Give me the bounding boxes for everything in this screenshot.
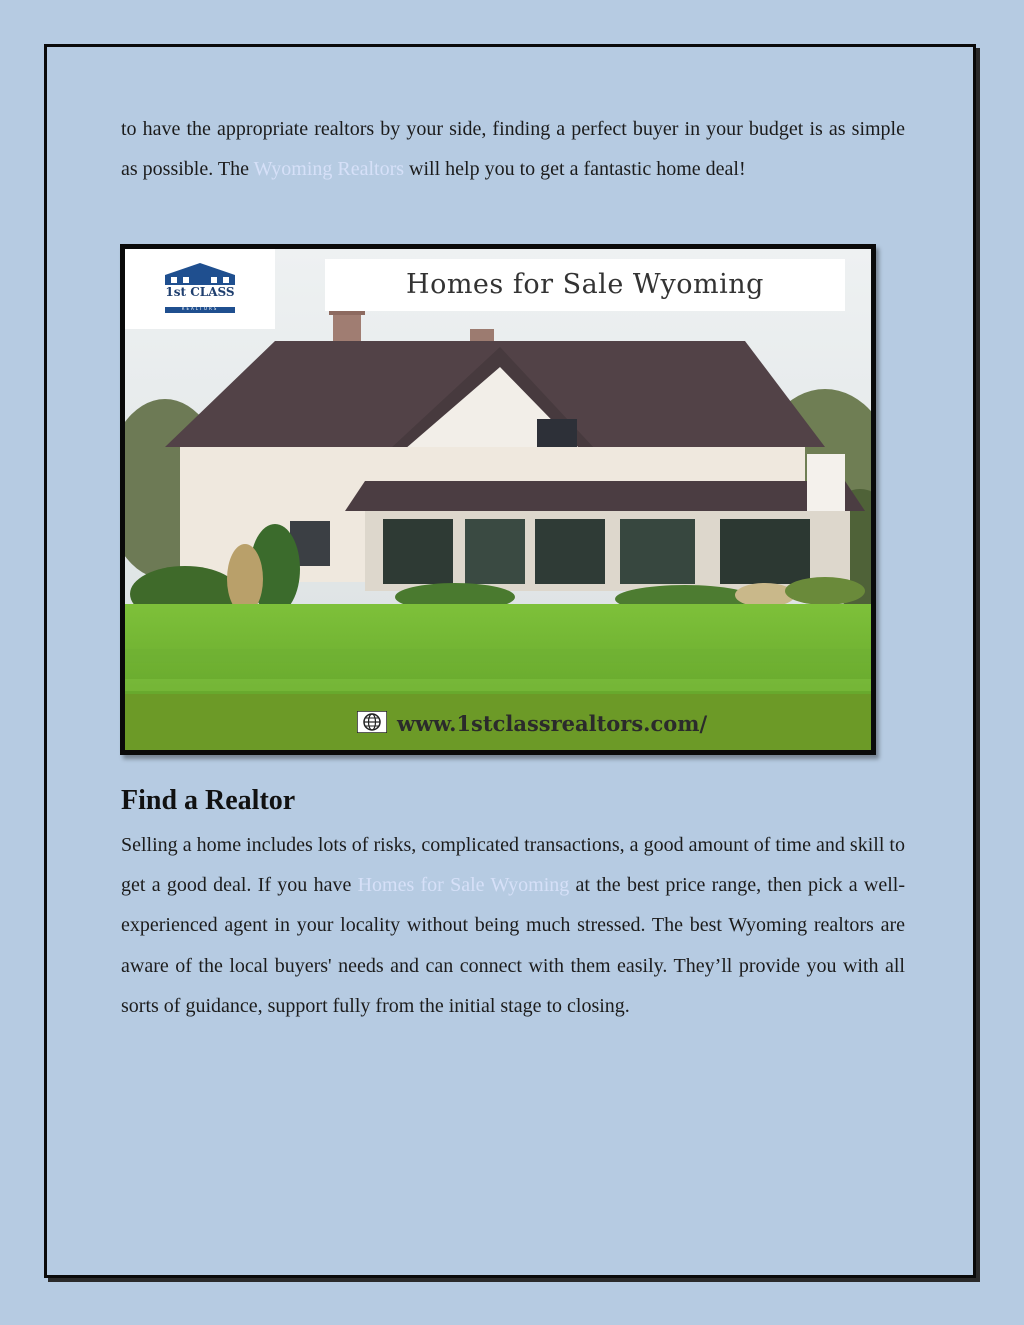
section-paragraph [121, 825, 905, 1026]
globe-icon [357, 711, 387, 733]
intro-paragraph [121, 109, 905, 189]
logo-subtext: REALTORS [181, 306, 219, 311]
section-heading: Find a Realtor [121, 785, 296, 816]
intro-text-before: to have the appropriate realtors by your side, finding a perfect buyer in your budget is as simple as possible. The [121, 118, 905, 181]
wyoming-realtors-link[interactable]: Wyoming Realtors [253, 158, 410, 181]
homes-for-sale-link[interactable]: Homes for Sale Wyoming [357, 874, 576, 897]
company-logo [125, 249, 275, 329]
website-url: www.1stclassrealtors.com/ [397, 711, 708, 736]
section-text-after: at the best price range, then pick a well-experienced agent in your locality without being much stressed. The best Wyoming realtors are aware of the local buyers' needs and can connect with them easily. They’ll provide you with all sorts of guidance, support fully from the initial stage to closing. [121, 874, 906, 1017]
banner-title: Homes for Sale Wyoming [325, 259, 845, 311]
url-strip [125, 694, 871, 750]
section-text-before: Selling a home includes lots of risks, complicated transactions, a good amount of time and skill to get a good deal. If you have [121, 834, 905, 897]
logo-text: 1st CLASS [165, 285, 235, 299]
intro-text-after: will help you to get a fantastic home deal! [409, 158, 746, 181]
house-image [120, 244, 876, 755]
